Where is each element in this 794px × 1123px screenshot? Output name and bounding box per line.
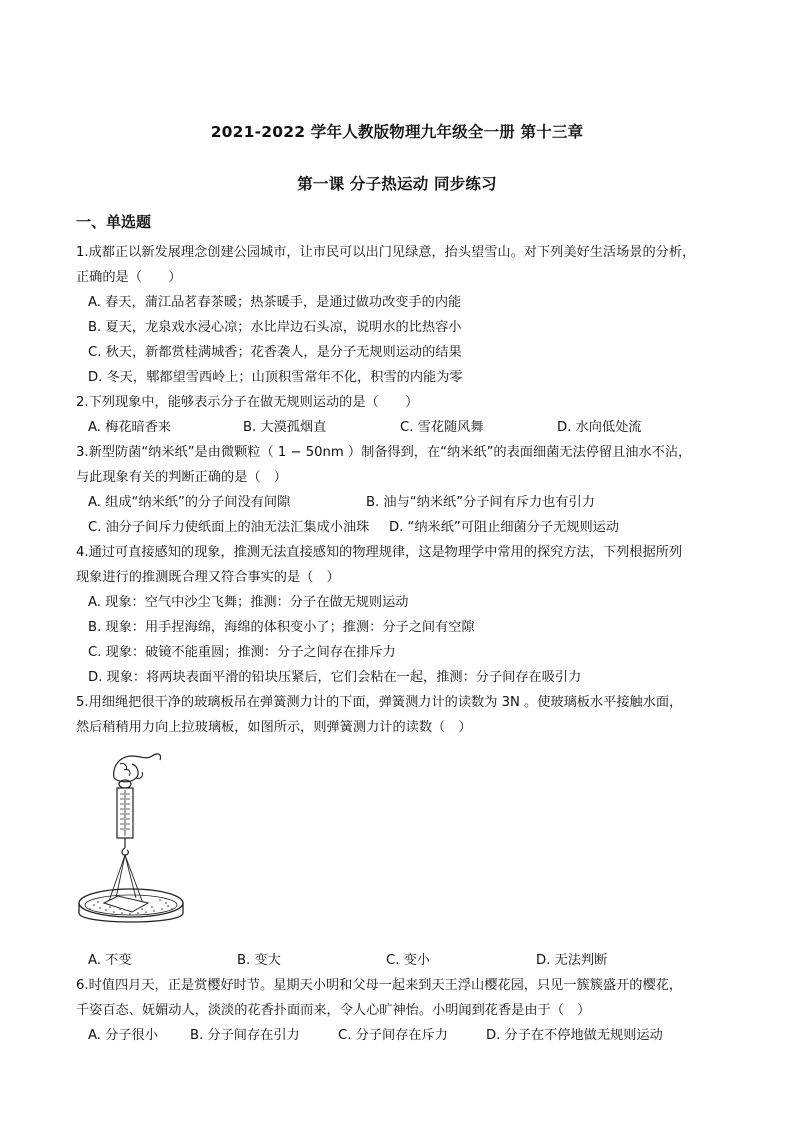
q4-stem-line1: 4.通过可直接感知的现象，推测无法直接感知的物理规律，这是物理学中常用的探究方法，下列根据所列: [76, 545, 683, 560]
q1-stem-line1: 1.成都正以新发展理念创建公园城市，让市民可以出门见绿意，抬头望雪山。对下列美好生活场景的分析，: [76, 245, 696, 260]
q4-option-b: B. 现象：用手捏海绵，海绵的体积变小了；推测：分子之间有空隙: [88, 620, 475, 635]
q2-option-c: C. 雪花随风舞: [400, 420, 484, 435]
q6-option-c: C. 分子间存在斥力: [338, 1028, 448, 1043]
q2-stem: 2.下列现象中，能够表示分子在做无规则运动的是（ ）: [76, 395, 419, 410]
q6-option-b: B. 分子间存在引力: [190, 1028, 300, 1043]
q5-option-a: A. 不变: [88, 953, 132, 968]
q4-option-d: D. 现象：将两块表面平滑的铅块压紧后，它们会粘在一起，推测：分子间存在吸引力: [88, 670, 582, 685]
q3-stem-line1: 3.新型防菌“纳米纸”是由微颗粒（ 1 − 50nm ）制备得到，在“纳米纸”的表面细菌无法停留且油水不沾，: [76, 445, 692, 460]
q1-option-d: D. 冬天，郫都望雪西岭上；山顶积雪常年不化，积雪的内能为零: [88, 370, 463, 385]
q1-option-c: C. 秋天，新都赏桂满城香；花香袭人，是分子无规则运动的结果: [88, 345, 462, 360]
spring-scale-figure: [74, 748, 194, 938]
q4-stem-line2: 现象进行的推测既合理又符合事实的是（ ）: [76, 570, 340, 585]
section-heading: 一、单选题: [76, 213, 152, 231]
q5-option-c: C. 变小: [386, 953, 430, 968]
q6-option-a: A. 分子很小: [88, 1028, 158, 1043]
q5-stem-line2: 然后稍稍用力向上拉玻璃板，如图所示，则弹簧测力计的读数（ ）: [76, 720, 472, 735]
document-subtitle: 第一课 分子热运动 同步练习: [297, 175, 497, 193]
q6-option-d: D. 分子在不停地做无规则运动: [486, 1028, 663, 1043]
q3-option-c: C. 油分子间斥力使纸面上的油无法汇集成小油珠: [88, 520, 370, 535]
q1-stem-line2: 正确的是（ ）: [76, 270, 182, 285]
q6-stem-line1: 6.时值四月天，正是赏樱好时节。星期天小明和父母一起来到天王浮山樱花园，只见一簇簇盛开的樱花，: [76, 978, 683, 993]
q4-option-c: C. 现象：破镜不能重圆；推测：分子之间存在排斥力: [88, 645, 396, 660]
q1-option-b: B. 夏天，龙泉戏水浸心凉；水比岸边石头凉，说明水的比热容小: [88, 320, 462, 335]
q4-option-a: A. 现象：空气中沙尘飞舞；推测：分子在做无规则运动: [88, 595, 409, 610]
q2-option-a: A. 梅花暗香来: [88, 420, 172, 435]
q5-stem-line1: 5.用细绳把很干净的玻璃板吊在弹簧测力计的下面，弹簧测力计的读数为 3N 。使玻璃板水平接触水面，: [76, 695, 683, 710]
q5-option-d: D. 无法判断: [536, 953, 608, 968]
q3-option-d: D. “纳米纸”可阻止细菌分子无规则运动: [389, 520, 620, 535]
document-title: 2021-2022 学年人教版物理九年级全一册 第十三章: [210, 123, 584, 141]
q3-option-a: A. 组成“纳米纸”的分子间没有间隙: [88, 495, 291, 510]
q2-option-d: D. 水向低处流: [557, 420, 642, 435]
q2-option-b: B. 大漠孤烟直: [243, 420, 327, 435]
q3-stem-line2: 与此现象有关的判断正确的是（ ）: [76, 470, 287, 485]
q3-option-b: B. 油与“纳米纸”分子间有斥力也有引力: [366, 495, 595, 510]
q5-option-b: B. 变大: [237, 953, 281, 968]
q1-option-a: A. 春天，蒲江品茗春茶暖；热茶暖手，是通过做功改变手的内能: [88, 295, 462, 310]
q6-stem-line2: 千姿百态、妩媚动人，淡淡的花香扑面而来，令人心旷神怡。小明闻到花香是由于（ ）: [76, 1003, 591, 1018]
